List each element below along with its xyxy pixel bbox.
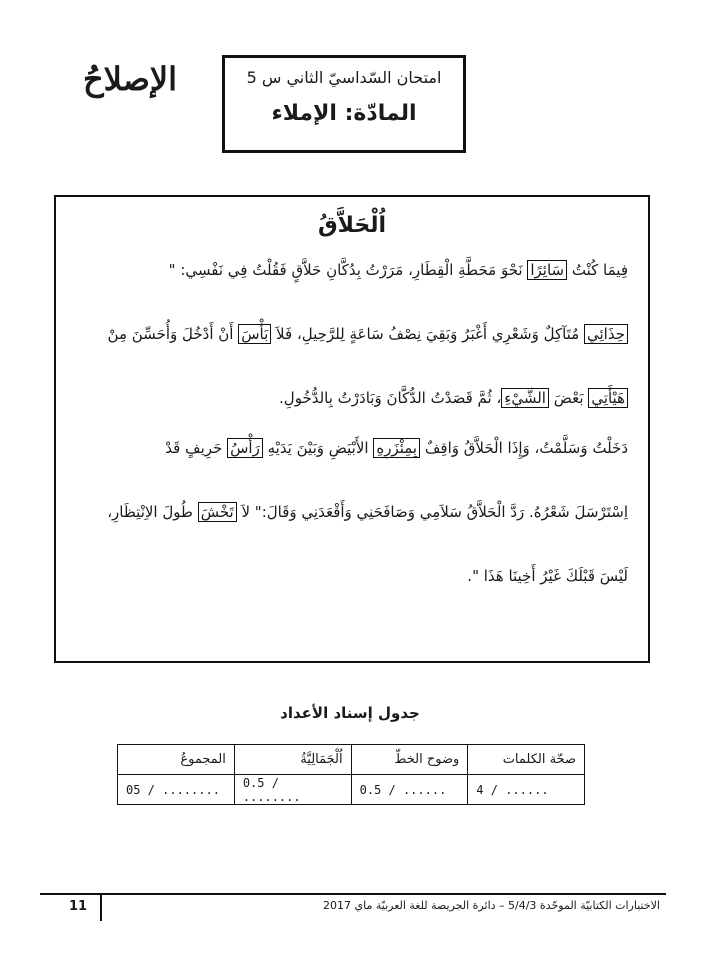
boxed-word: سَائِرًا — [527, 260, 567, 280]
story-line — [76, 260, 628, 282]
story-line — [76, 324, 628, 346]
footer-text: الاختبارات الكتابيّة الموحّدة 5/4/3 – دائرة الجريصة للغة العربيّة ماي 2017 — [323, 899, 660, 912]
header-total: المجموعُ — [118, 745, 235, 775]
story-line — [76, 388, 628, 410]
value-aesthetics: 0.5 / ........ — [234, 775, 351, 805]
value-total: 05 / ........ — [118, 775, 235, 805]
story-line — [76, 438, 628, 460]
text-segment: دَخَلْتُ وَسَلَّمْتُ، وَإِذَا الْحَلاَّقُ وَاقِفٌ — [420, 439, 628, 457]
subject-label: المادّة: الإملاء — [271, 101, 417, 126]
text-segment: مُتَآكِلٌ وَشَعْرِي أَغْبَرُ وَبَقِيَ نِصْفُ سَاعَةٍ لِلرَّحِيلِ، فَلاَ — [271, 325, 584, 343]
story-body — [76, 260, 628, 588]
footer-separator — [100, 895, 102, 921]
score-table-header-row — [118, 745, 585, 775]
exam-title: امتحان السّداسيّ الثاني س 5 — [246, 68, 442, 87]
text-segment: فِيمَا كُنْتُ — [567, 261, 628, 279]
header-aesthetics: اُلْجَمَالِيَّةُ — [234, 745, 351, 775]
score-table — [117, 744, 585, 805]
value-spelling: 4 / ...... — [468, 775, 585, 805]
footer-divider — [40, 893, 666, 895]
dictation-text-box — [54, 195, 650, 663]
text-segment: حَرِيفٍ قَدْ — [165, 439, 228, 457]
boxed-word: بِمِئْزَرِهِ — [373, 438, 420, 458]
text-segment: لَيْسَ قَبْلَكَ غَيْرُ أَخِينَا هَذَا ". — [467, 567, 628, 585]
text-segment: بَعْضَ — [548, 389, 589, 407]
value-handwriting: 0.5 / ...... — [351, 775, 468, 805]
text-segment: نَحْوَ مَحَطَّةِ الْقِطَارِ، مَرَرْتُ بِدُكَّانِ حَلاَّقٍ فَقُلْتُ فِي نَفْسِي: " — [168, 261, 528, 279]
header-handwriting: وضوح الخطّ — [351, 745, 468, 775]
story-line — [76, 502, 628, 524]
score-table-value-row — [118, 775, 585, 805]
text-segment: اِسْتَرْسَلَ شَعْرُهُ. رَدَّ الْحَلاَّقُ سَلاَمِي وَصَافَحَنِي وَأَقْعَدَنِي وَقَالَ:" لاَ — [236, 503, 628, 521]
correction-title: الإصلاحُ — [82, 60, 178, 98]
text-segment: الأَبْيَضِ وَبَيْنَ يَدَيْهِ — [262, 439, 374, 457]
boxed-word: هَيْأَتِي — [588, 388, 628, 408]
score-table-heading: جدول إسناد الأعداد — [280, 704, 420, 722]
text-segment: ، ثُمَّ قَصَدْتُ الدُّكَّانَ وَبَادَرْتُ بِالدُّخُولِ. — [279, 389, 502, 407]
story-title: اُلْحَلاَّقُ — [317, 213, 387, 238]
story-line — [76, 566, 628, 588]
boxed-word: بَأْسَ — [238, 324, 271, 344]
boxed-word: حِذَائِي — [584, 324, 628, 344]
exam-header-box — [222, 55, 466, 153]
boxed-word: الشَّيْءِ — [501, 388, 549, 408]
text-segment: أَنْ أَدْخُلَ وَأُحَسِّنَ مِنْ — [107, 325, 239, 343]
boxed-word: رَأْسُ — [227, 438, 263, 458]
page-number: 11 — [68, 899, 88, 914]
text-segment: طُولَ الاِنْتِظَارِ، — [107, 503, 198, 521]
header-spelling: صحّة الكلمات — [468, 745, 585, 775]
boxed-word: تَخْشَ — [198, 502, 237, 522]
